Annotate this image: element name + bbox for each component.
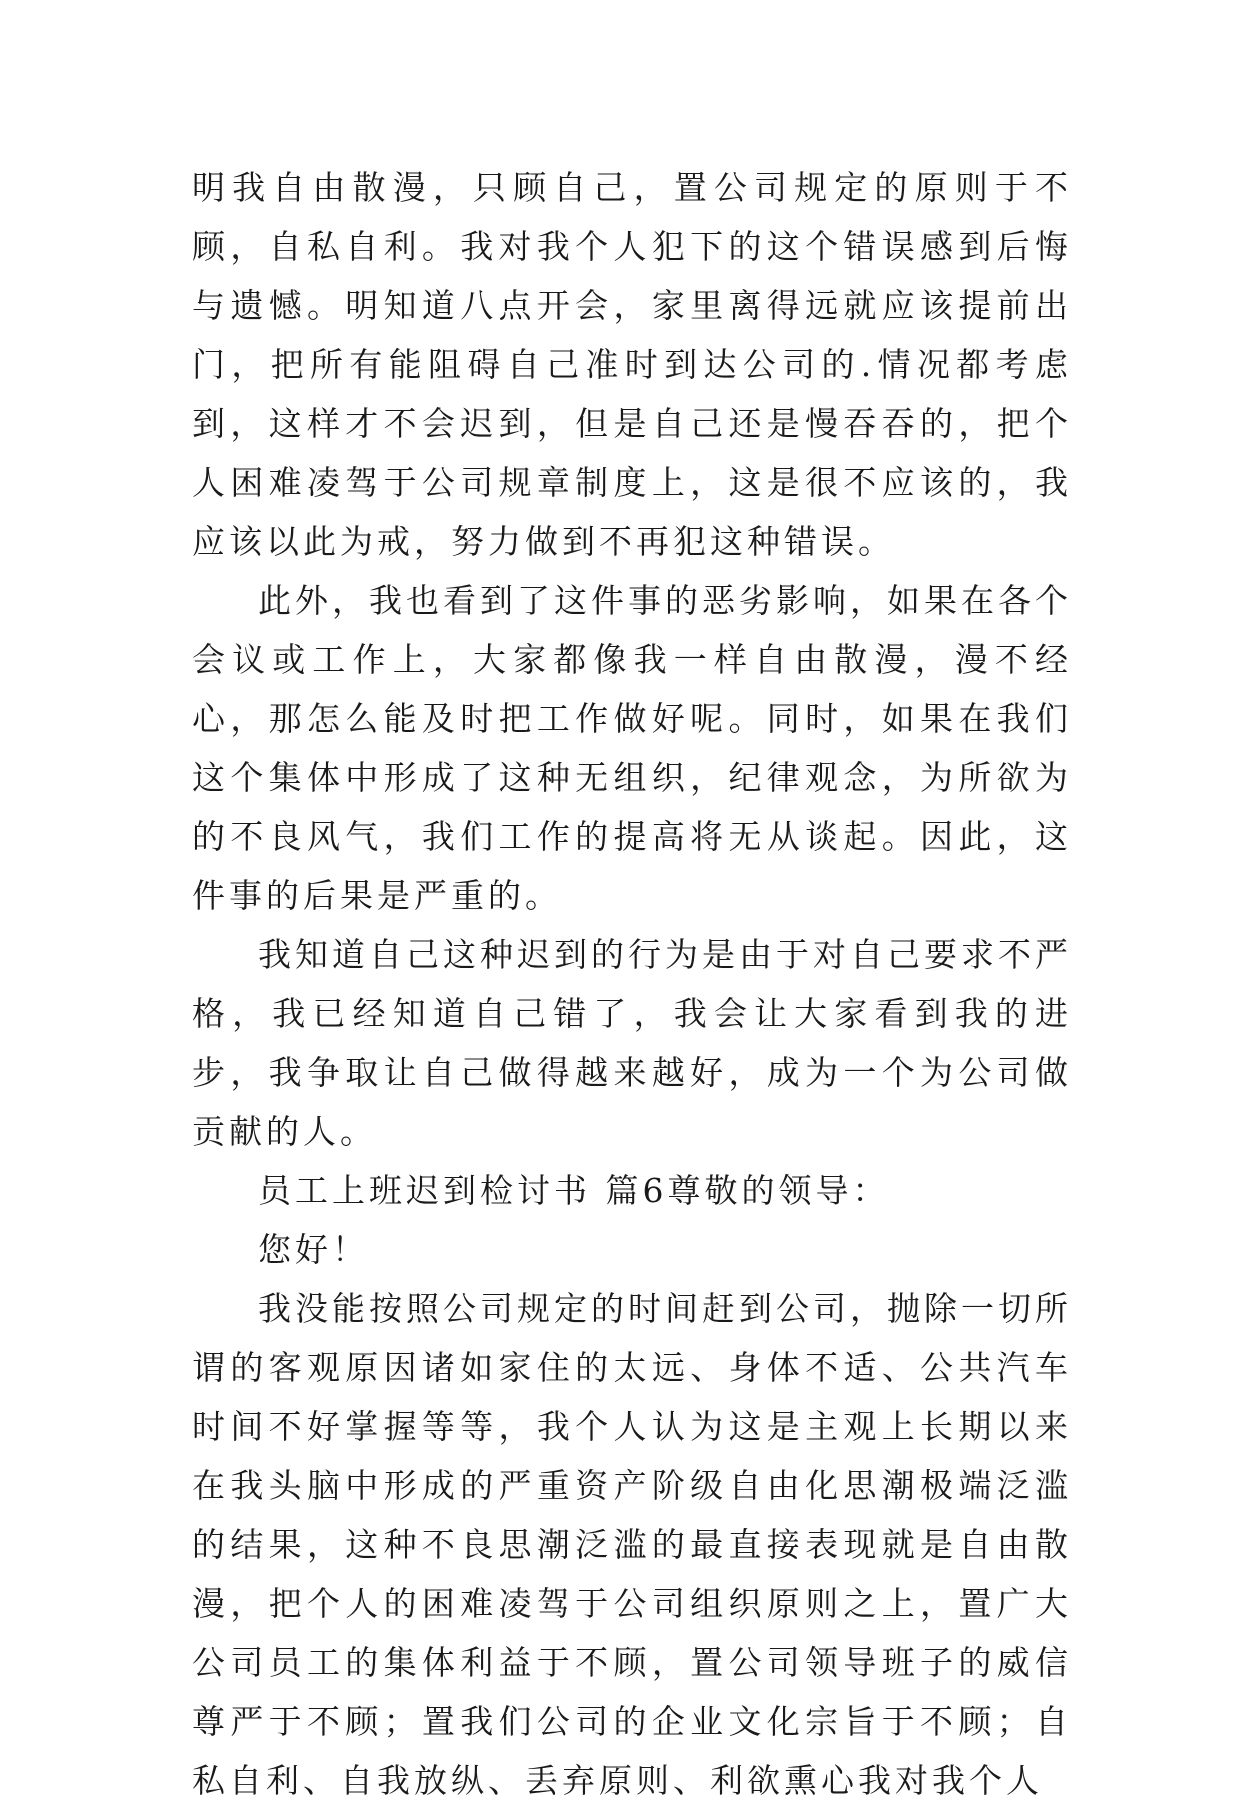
paragraph-2: 此外，我也看到了这件事的恶劣影响，如果在各个会议或工作上，大家都像我一样自由散漫，漫不经心，那怎么能及时把工作做好呢。同时，如果在我们这个集体中形成了这种无组织，纪律观念，为所欲为的不良风气，我们工作的提高将无从谈起。因此，这件事的后果是严重的。: [192, 581, 1072, 915]
greeting: 您好！: [258, 1230, 369, 1269]
paragraph-1: 明我自由散漫，只顾自己，置公司规定的原则于不顾，自私自利。我对我个人犯下的这个错误感到后悔与遗憾。明知道八点开会，家里离得远就应该提前出门，把所有能阻碍自己准时到达公司的.情况都考虑到，这样才不会迟到，但是自己还是慢吞吞的，把个人困难凌驾于公司规章制度上，这是很不应该的，我应该以此为戒，努力做到不再犯这种错误。: [192, 168, 1072, 561]
paragraph-4: 我没能按照公司规定的时间赶到公司，抛除一切所谓的客观原因诸如家住的太远、身体不适、公共汽车时间不好掌握等等，我个人认为这是主观上长期以来在我头脑中形成的严重资产阶级自由化思潮极端泛滥的结果，这种不良思潮泛滥的最直接表现就是自由散漫，把个人的困难凌驾于公司组织原则之上，置广大公司员工的集体利益于不顾，置公司领导班子的威信尊严于不顾；置我们公司的企业文化宗旨于不顾；自私自利、自我放纵、丢弃原则、利欲熏心我对我个人: [192, 1289, 1072, 1800]
section-heading: 员工上班迟到检讨书 篇6尊敬的领导：: [258, 1171, 890, 1210]
document-body: [192, 158, 1072, 1810]
paragraph-3: 我知道自己这种迟到的行为是由于对自己要求不严格，我已经知道自己错了，我会让大家看到我的进步，我争取让自己做得越来越好，成为一个为公司做贡献的人。: [192, 935, 1072, 1151]
